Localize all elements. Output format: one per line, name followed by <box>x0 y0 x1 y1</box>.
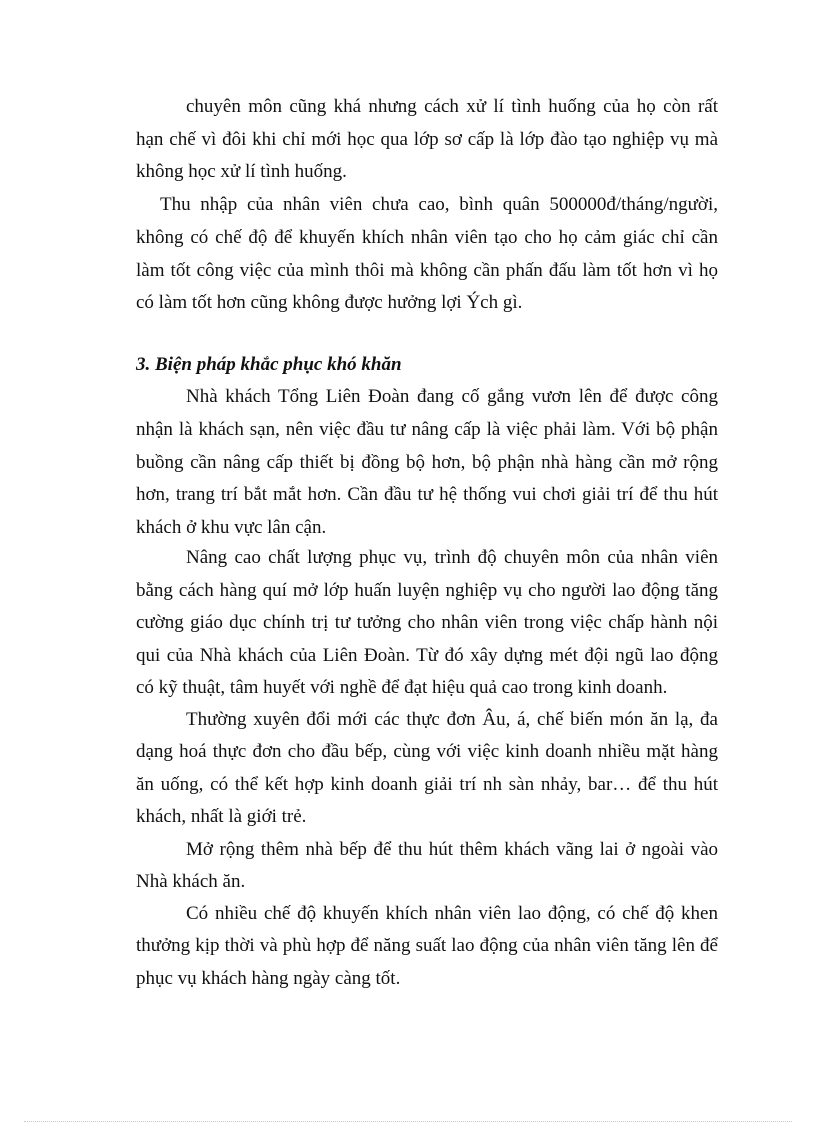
text-line: chuyên môn cũng khá nhưng cách xử lí tình huống của họ còn rất <box>186 96 718 117</box>
text-line: khách ở khu vực lân cận. <box>136 517 327 538</box>
text-line: phục vụ khách hàng ngày càng tốt. <box>136 968 401 989</box>
text-line: Nâng cao chất lượng phục vụ, trình độ chuyên môn của nhân viên <box>186 547 718 568</box>
text-line: hơn, trang trí bắt mắt hơn. Cần đầu tư hệ thống vui chơi giải trí để thu hút <box>136 484 718 505</box>
text-line: không có chế độ để khuyến khích nhân viên tạo cho họ cảm giác chỉ cần <box>136 227 718 248</box>
page-bottom-rule <box>24 1121 792 1122</box>
text-line: Có nhiều chế độ khuyến khích nhân viên lao động, có chế độ khen <box>186 903 718 924</box>
text-line: dạng hoá thực đơn cho đầu bếp, cùng với việc kinh doanh nhiều mặt hàng <box>136 741 718 762</box>
text-line: bằng cách hàng quí mở lớp huấn luyện nghiệp vụ cho người lao động tăng <box>136 580 718 601</box>
text-line: Nhà khách Tổng Liên Đoàn đang cố gắng vươn lên để được công <box>186 386 718 407</box>
text-line: hạn chế vì đôi khi chỉ mới học qua lớp sơ cấp là lớp đào tạo nghiệp vụ mà <box>136 129 718 150</box>
text-line: Thường xuyên đổi mới các thực đơn Âu, á, chế biến món ăn lạ, đa <box>186 709 718 730</box>
text-line: làm tốt công việc của mình thôi mà không cần phấn đấu làm tốt hơn vì họ <box>136 260 718 281</box>
text-line: qui của Nhà khách của Liên Đoàn. Từ đó xây dựng mét đội ngũ lao động <box>136 645 718 666</box>
text-line: khách, nhất là giới trẻ. <box>136 806 307 827</box>
section-heading: 3. Biện pháp khắc phục khó khăn <box>136 354 402 375</box>
text-line: không học xử lí tình huống. <box>136 161 347 182</box>
text-line: thưởng kịp thời và phù hợp để năng suất lao động của nhân viên tăng lên để <box>136 935 718 956</box>
text-line: Mở rộng thêm nhà bếp để thu hút thêm khách vãng lai ở ngoài vào <box>186 839 718 860</box>
text-line: ăn uống, có thể kết hợp kinh doanh giải trí nh sàn nhảy, bar… để thu hút <box>136 774 718 795</box>
text-line: Nhà khách ăn. <box>136 871 246 892</box>
text-line: có làm tốt hơn cũng không được hưởng lợi Ých gì. <box>136 292 523 313</box>
text-line: cường giáo dục chính trị tư tưởng cho nhân viên trong việc chấp hành nội <box>136 612 718 633</box>
text-line: nhận là khách sạn, nên việc đầu tư nâng cấp là việc phải làm. Với bộ phận <box>136 419 718 440</box>
text-line: có kỹ thuật, tâm huyết với nghề để đạt hiệu quả cao trong kinh doanh. <box>136 677 668 698</box>
text-line: Thu nhập của nhân viên chưa cao, bình quân 500000đ/tháng/người, <box>160 194 718 215</box>
text-line: buồng cần nâng cấp thiết bị đồng bộ hơn, bộ phận nhà hàng cần mở rộng <box>136 452 718 473</box>
